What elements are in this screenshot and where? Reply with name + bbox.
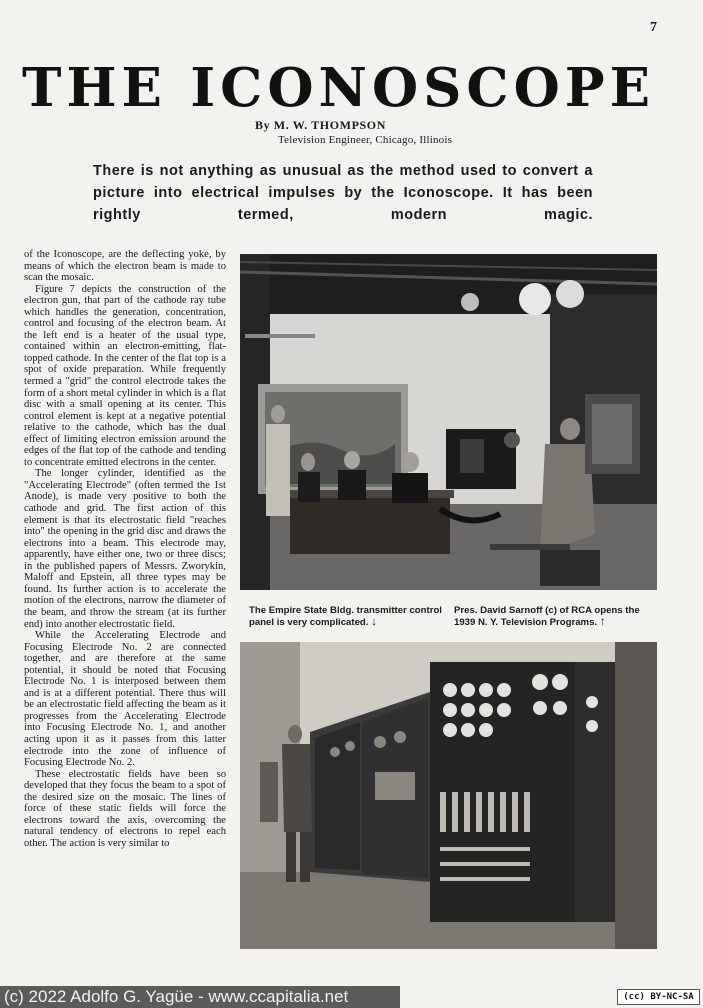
studio-photo <box>240 254 657 590</box>
page-number: 7 <box>650 20 657 35</box>
author-affiliation: Television Engineer, Chicago, Illinois <box>278 134 453 146</box>
article-title: THE ICONOSCOPE <box>22 57 655 119</box>
body-paragraph: While the Accelerating Electrode and Focusing Electrode No. 2 are connected together, and are therefore at the same potential, it should be noted that Focusing Electrode No. 1 is interposed between them and is at a different potential. There thus will be an electrostatic field affecting the beam as it progresses from the Accelerating Electrode into Focusing Electrode No. 1, and another acting upon it as it passes from this latter electrode into the zone of influence of Focusing Electrode No. 2. <box>24 630 226 769</box>
control-panel-photo <box>240 642 657 949</box>
copyright-footer: (c) 2022 Adolfo G. Yagüe - www.ccapitalia.net <box>0 986 400 1008</box>
caption-right-text: Pres. David Sarnoff (c) of RCA opens the 1939 N. Y. Television Programs. <box>454 605 640 628</box>
body-paragraph: The longer cylinder, identified as the "Accelerating Electrode" (often termed the 1st Anode), is made very positive to both the cathode and grid. The first action of this element is that its electrostatic field "reaches into" the opening in the grid disc and draws the electrons into a beam. This electrode may, apparently, have either one, two or three discs; in the published papers of Messrs. Zworykin, Maloff and Epstein, all three types may be found. Its further action is to accelerate the motion of the electrons, narrow the diameter of the beam, and throw the stream (at its further end) into another electrostatic field. <box>24 468 226 630</box>
caption-left <box>249 605 449 628</box>
caption-left-text: The Empire State Bldg. transmitter control panel is very complicated. <box>249 605 442 628</box>
up-arrow-icon: ↑ <box>599 614 606 628</box>
caption-right <box>454 605 660 628</box>
body-paragraph: These electrostatic fields have been so developed that they focus the beam to a spot of the desired size on the mosaic. The lines of force of these static fields will force the electrons toward the axis, overcoming the natural tendency of electrons to repel each other. The action is very similar to <box>24 768 226 849</box>
license-badge[interactable]: (cc) BY-NC-SA <box>617 989 700 1005</box>
body-paragraph: of the Iconoscope, are the deflecting yoke, by means of which the electron beam is made to scan the mosaic. <box>24 249 226 284</box>
author-byline: By M. W. THOMPSON <box>255 118 386 132</box>
article-body-column <box>24 249 226 849</box>
article-deck: There is not anything as unusual as the method used to convert a picture into electrical impulses by the Iconoscope. It has been rightly termed, modern magic. <box>93 163 593 223</box>
body-paragraph: Figure 7 depicts the construction of the electron gun, that part of the cathode ray tube which handles the generation, concentration, control and focusing of the electron beam. At the left end is a heater of the usual type, contained within an electron-emitting, flat-topped cathode. In the center of the flat top is a spot of oxide preparation. While frequently termed a "grid" the control electrode takes the form of a short metal cylinder in which is a flat disc with a small opening at its center. This control element is kept at a negative potential relative to the cathode, which has the dual effect of limiting electron emission around the edges of the flat top of the cathode and tending to concentrate emitted electrons in the center. <box>24 283 226 468</box>
down-arrow-icon: ↓ <box>371 614 378 628</box>
